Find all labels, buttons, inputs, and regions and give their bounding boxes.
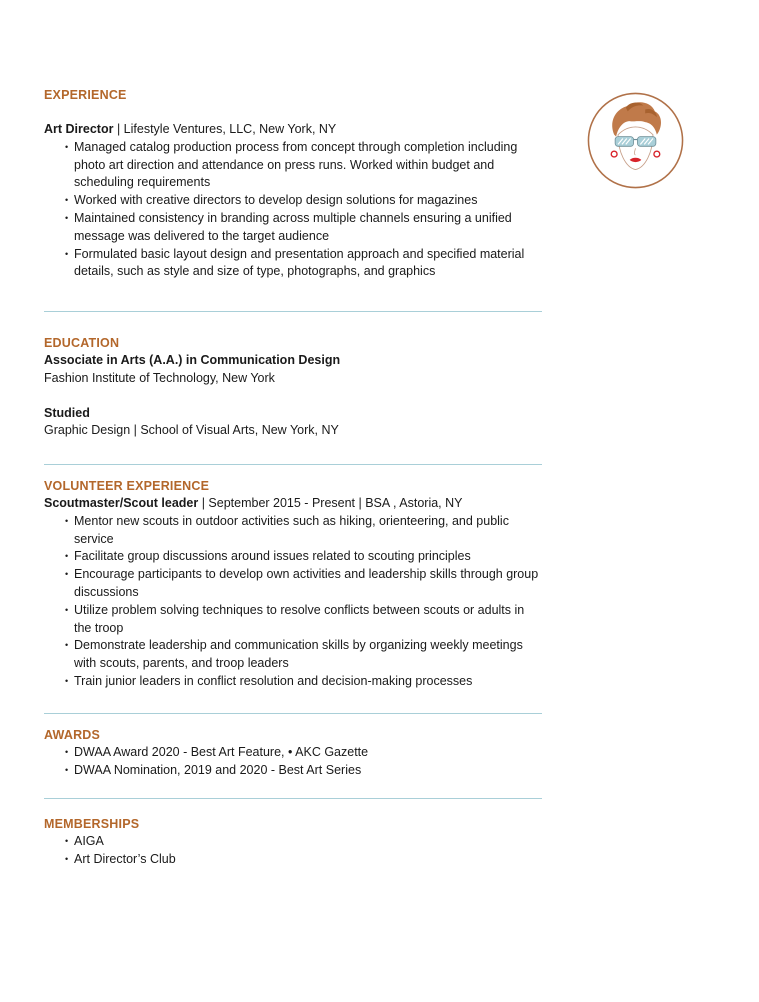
list-item: • AIGA [65,833,542,851]
role-title: Scoutmaster/Scout leader [44,496,199,510]
volunteer-heading: VOLUNTEER EXPERIENCE [44,479,210,493]
role-line [44,495,542,513]
degree-title: Associate in Arts (A.A.) in Communication Design [44,353,341,367]
volunteer-section [44,477,542,691]
studied-detail: Graphic Design | School of Visual Arts, New York, NY [44,423,339,438]
education-section [44,334,542,440]
job-line [44,121,542,139]
list-item: • Formulated basic layout design and presentation approach and specified material details, such as style and size of type, photographs, and graphics [65,246,542,282]
experience-section [44,86,542,281]
list-item: • Managed catalog production process from concept through completion including photo art direction and attendance on press runs. Worked within budget and scheduling requirements [65,139,542,192]
awards-section [44,726,542,780]
awards-list [44,744,542,780]
role-meta: | September 2015 - Present | BSA , Astoria, NY [198,496,463,510]
section-divider [44,713,542,714]
list-item: • DWAA Award 2020 - Best Art Feature, • AKC Gazette [65,744,542,762]
memberships-list [44,833,542,869]
section-divider [44,464,542,465]
list-item: • Train junior leaders in conflict resolution and decision-making processes [65,673,542,691]
job-meta: | Lifestyle Ventures, LLC, New York, NY [113,122,337,136]
education-heading: EDUCATION [44,336,120,350]
section-divider [44,311,542,312]
list-item: • Maintained consistency in branding across multiple channels ensuring a unified message was delivered to the target audience [65,210,542,246]
list-item: • Demonstrate leadership and communication skills by organizing weekly meetings with scouts, parents, and troop leaders [65,637,542,673]
list-item: • Utilize problem solving techniques to resolve conflicts between scouts or adults in the troop [65,602,542,638]
woman-with-sunglasses-icon [587,92,684,189]
volunteer-bullets [44,513,542,691]
list-item: • Art Director’s Club [65,851,542,869]
list-item: • Facilitate group discussions around issues related to scouting principles [65,548,542,566]
job-title: Art Director [44,122,114,136]
list-item: • Encourage participants to develop own activities and leadership skills through group discussions [65,566,542,602]
experience-heading: EXPERIENCE [44,88,127,102]
memberships-heading: MEMBERSHIPS [44,817,140,831]
awards-heading: AWARDS [44,728,101,742]
list-item: • Mentor new scouts in outdoor activities such as hiking, orienteering, and public service [65,513,542,549]
section-divider [44,798,542,799]
list-item: • DWAA Nomination, 2019 and 2020 - Best Art Series [65,762,542,780]
memberships-section [44,815,542,869]
studied-label: Studied [44,405,90,420]
experience-bullets [44,139,542,281]
school-name: Fashion Institute of Technology, New York [44,370,275,385]
list-item: • Worked with creative directors to develop design solutions for magazines [65,192,542,210]
